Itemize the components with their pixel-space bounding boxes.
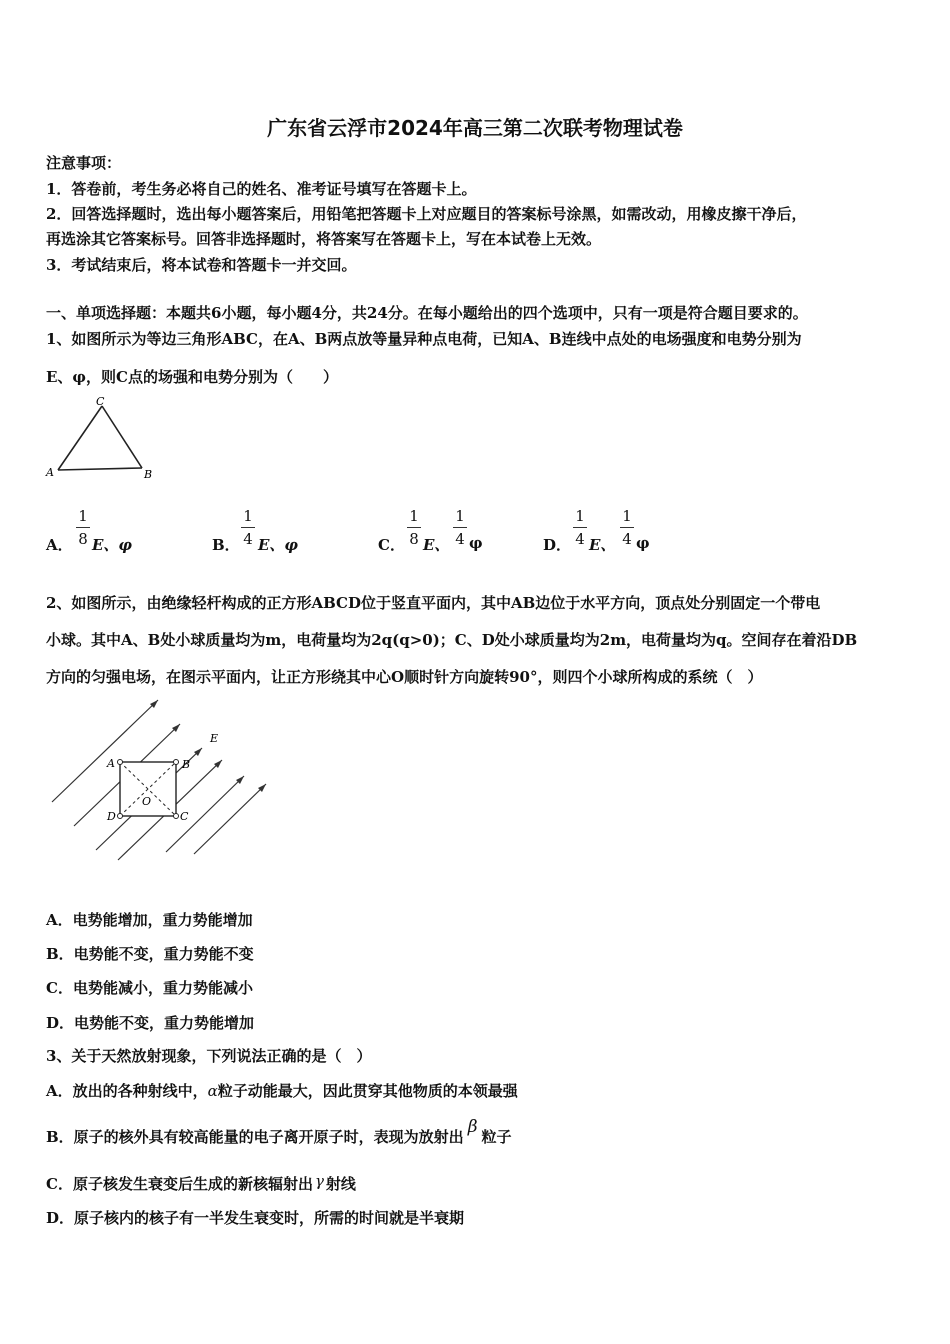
fraction-bar <box>241 527 255 528</box>
q3-option-a <box>46 1080 518 1101</box>
triangle-side-ac <box>58 406 102 470</box>
q1-option-d-text-2: φ <box>636 534 650 552</box>
ball-d <box>118 814 123 819</box>
denominator: 4 <box>622 530 632 548</box>
label-a: A <box>107 757 115 770</box>
notice-item: 1．答卷前，考生务必将自己的姓名、准考证号填写在答题卡上。 <box>46 180 477 198</box>
denominator: 4 <box>455 530 465 548</box>
q1-option-b-text: E、φ <box>258 536 299 554</box>
q2-stem-line2: 小球。其中A、B处小球质量均为m，电荷量均为2q(q>0)；C、D处小球质量均为2m，电荷量均为q。空间存在着沿DB <box>46 631 858 649</box>
denominator: 8 <box>409 530 419 548</box>
numerator: 1 <box>243 507 253 525</box>
q1-option-c-letter: C． <box>378 536 405 554</box>
label-e: E <box>210 732 219 745</box>
q1-triangle-figure <box>44 394 164 484</box>
gamma-symbol: γ <box>314 1172 324 1190</box>
ball-c <box>174 814 179 819</box>
q3-option-d: D．原子核内的核子有一半发生衰变时，所需的时间就是半衰期 <box>46 1209 465 1227</box>
q1-option-d-fraction-1 <box>573 506 587 549</box>
q3-option-b-post: 粒子 <box>481 1128 512 1146</box>
q1-option-b-letter: B． <box>212 536 240 554</box>
alpha-symbol: α <box>207 1082 218 1100</box>
label-b: B <box>182 758 191 771</box>
q3-option-a-post: 粒子动能最大，因此贯穿其他物质的本领最强 <box>217 1082 518 1100</box>
label-c: C <box>180 810 189 823</box>
q1-option-c-text-1: E、 <box>423 536 450 554</box>
numerator: 1 <box>409 507 419 525</box>
label-c: C <box>96 395 105 408</box>
page-title: 广东省云浮市2024年高三第二次联考物理试卷 <box>267 116 683 140</box>
ball-b <box>174 760 179 765</box>
q1-option-d-letter: D． <box>543 536 572 554</box>
ball-a <box>118 760 123 765</box>
denominator: 4 <box>243 530 253 548</box>
q1-option-d-fraction-2 <box>620 506 634 549</box>
q3-stem: 3、关于天然放射现象，下列说法正确的是（ ） <box>46 1047 372 1065</box>
numerator: 1 <box>575 507 585 525</box>
q2-square-field-figure <box>44 694 284 874</box>
numerator: 1 <box>622 507 632 525</box>
numerator: 1 <box>78 507 88 525</box>
numerator: 1 <box>455 507 465 525</box>
denominator: 8 <box>78 530 88 548</box>
triangle-side-ab <box>58 468 142 470</box>
q1-option-a-letter: A． <box>46 536 73 554</box>
label-d: D <box>107 810 116 823</box>
notice-heading: 注意事项： <box>46 154 122 172</box>
denominator: 4 <box>575 530 585 548</box>
label-b: B <box>144 468 153 481</box>
q2-stem-line3: 方向的匀强电场，在图示平面内，让正方形绕其中心O顺时针方向旋转90°，则四个小球所构成的系统（ ） <box>46 668 763 686</box>
section-heading: 一、单项选择题：本题共6小题，每小题4分，共24分。在每小题给出的四个选项中，只有一项是符合题目要求的。 <box>46 304 808 322</box>
label-o: O <box>142 795 152 808</box>
fraction-bar <box>573 527 587 528</box>
q3-option-c-post: 射线 <box>325 1175 356 1193</box>
q1-option-d-text-1: E、 <box>589 536 616 554</box>
q1-option-c-fraction-1 <box>407 506 421 549</box>
q1-option-c-text-2: φ <box>469 534 483 552</box>
q3-option-c <box>46 1173 356 1194</box>
q3-option-b-pre: B．原子的核外具有较高能量的电子离开原子时，表现为放射出 <box>46 1128 464 1146</box>
q2-option-c: C．电势能减小，重力势能减小 <box>46 979 253 997</box>
beta-symbol: β <box>467 1117 478 1137</box>
q2-option-d: D．电势能不变，重力势能增加 <box>46 1014 255 1032</box>
q1-option-b-fraction <box>241 506 255 549</box>
q3-option-b <box>46 1117 512 1147</box>
q1-stem-line1: 1、如图所示为等边三角形ABC，在A、B两点放等量异种点电荷，已知A、B连线中点处的电场强度和电势分别为 <box>46 330 802 348</box>
q2-option-a: A．电势能增加，重力势能增加 <box>46 911 253 929</box>
fraction-bar <box>620 527 634 528</box>
q1-stem-line2: E、φ，则C点的场强和电势分别为（ ） <box>46 368 338 386</box>
q2-stem-line1: 2、如图所示，由绝缘轻杆构成的正方形ABCD位于竖直平面内，其中AB边位于水平方向，顶点处分别固定一个带电 <box>46 594 821 612</box>
triangle-side-cb <box>102 406 142 468</box>
q1-option-c-fraction-2 <box>453 506 467 549</box>
notice-item: 2．回答选择题时，选出每小题答案后，用铅笔把答题卡上对应题目的答案标号涂黑，如需改动，用橡皮擦干净后， <box>46 205 807 223</box>
q3-option-c-pre: C．原子核发生衰变后生成的新核辐射出 <box>46 1175 313 1193</box>
label-a: A <box>46 466 54 479</box>
q3-option-a-pre: A．放出的各种射线中， <box>46 1082 208 1100</box>
notice-item: 3．考试结束后，将本试卷和答题卡一并交回。 <box>46 256 357 274</box>
notice-item: 再选涂其它答案标号。回答非选择题时，将答案写在答题卡上，写在本试卷上无效。 <box>46 230 602 248</box>
fraction-bar <box>453 527 467 528</box>
fraction-bar <box>76 527 90 528</box>
q1-option-a-fraction <box>76 506 90 549</box>
field-line <box>194 784 266 854</box>
q2-option-b: B．电势能不变，重力势能不变 <box>46 945 254 963</box>
fraction-bar <box>407 527 421 528</box>
q1-option-a-text: E、φ <box>92 536 133 554</box>
